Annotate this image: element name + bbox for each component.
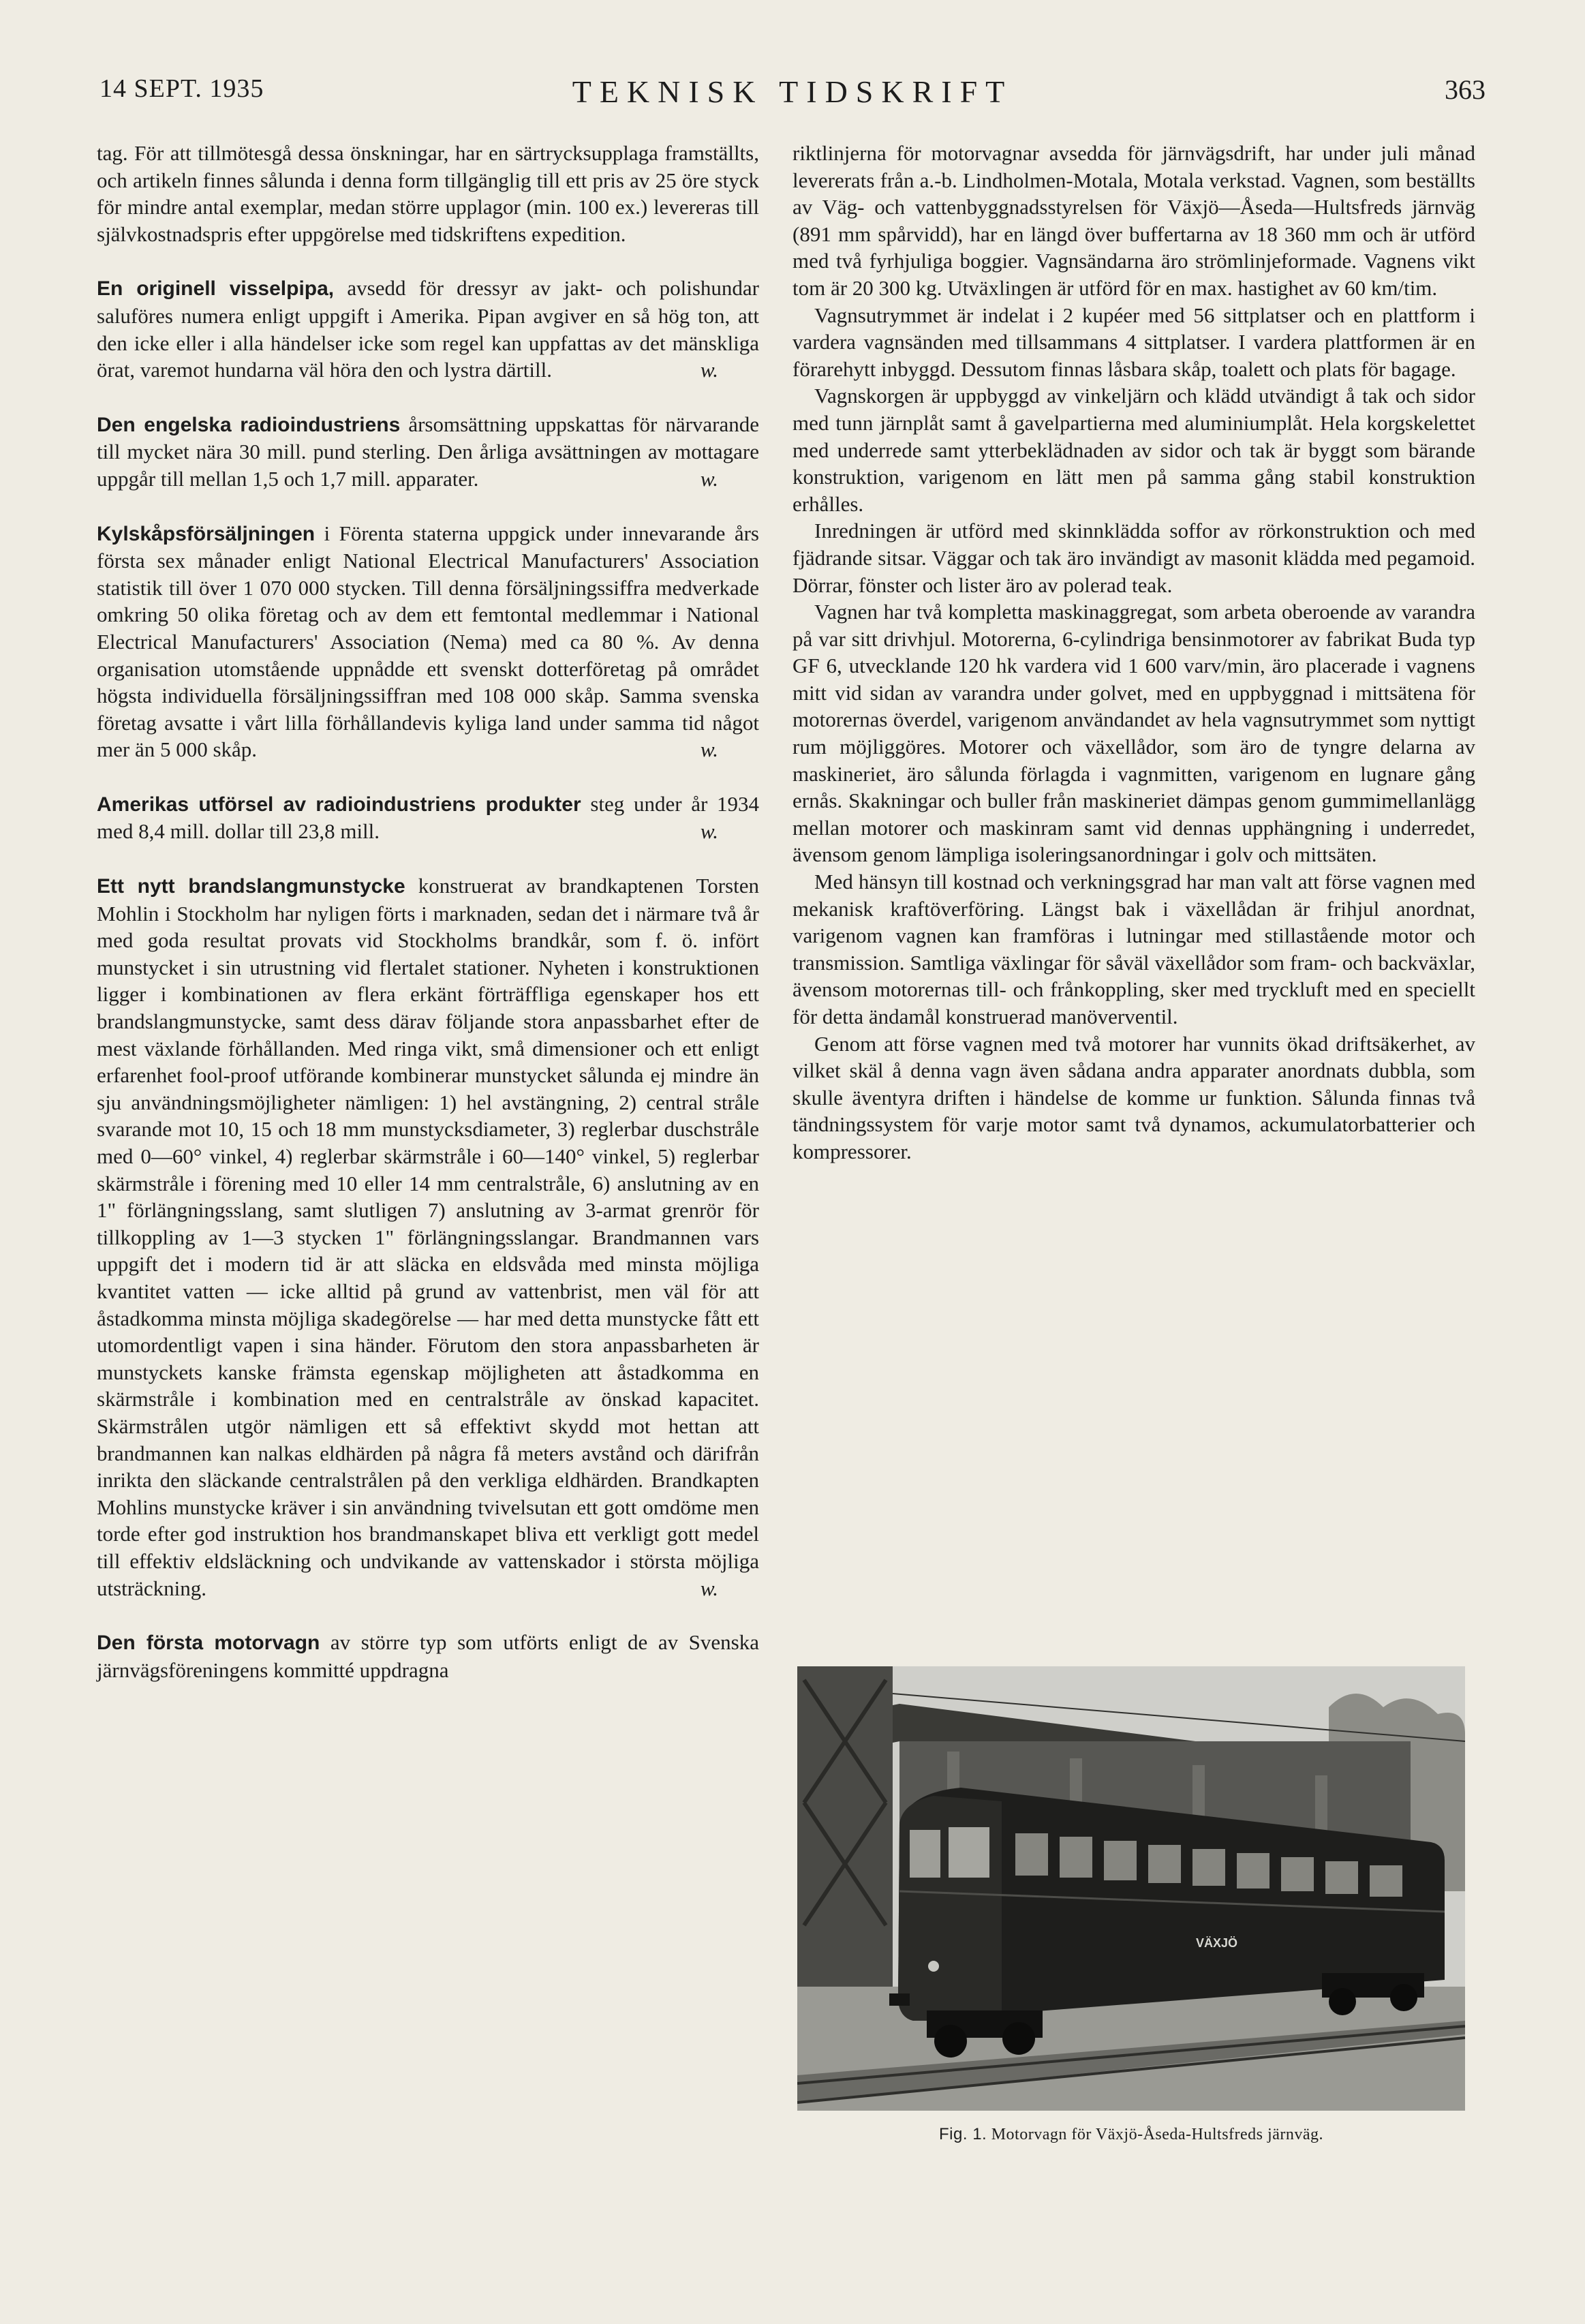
news-item-lead: Kylskåpsförsäljningen xyxy=(97,522,316,545)
article-paragraph: riktlinjerna för motorvagnar avsedda för järnvägsdrift, har under juli månad levererats från a.-b. Lindholmen-Motala, Motala verkstad. Vagnen, som beställts av Väg- och vattenbyggnadsstyrelsen för Växjö—Åseda—Hultsfreds järnväg (891 mm spårvidd), har en längd över buffertarna av 18 360 mm och är utförd med två fyrhjuliga boggier. Vagnsändarna äro strömlinjeformade. Vagnens vikt tom är 20 300 kg. Utväxlingen är utförd för en max. hastighet av 60 km/tim. xyxy=(792,141,1475,300)
intro-paragraph: tag. För att tillmötesgå dessa önskningar, har en särtrycksupplaga framställts, och artikeln finnes sålunda i denna form tillgänglig till ett pris av 25 öre styck för mindre antal exemplar, medan större upplagor (min. 100 ex.) levereras till självkostnadspris efter uppgörelse med tidskriftens expedition. xyxy=(97,141,759,246)
left-column xyxy=(97,140,759,1683)
author-signature: w. xyxy=(700,1576,718,1600)
figure-label: Fig. 1. xyxy=(939,2125,987,2143)
author-signature: w. xyxy=(700,819,718,844)
figure-caption xyxy=(797,2125,1465,2144)
news-item-lead: Ett nytt brandslangmunstycke xyxy=(97,875,405,898)
article-paragraph: Inredningen är utförd med skinnklädda soffor av rörkonstruktion och med fjädrande sitsar. Väggar och tak äro invändigt av masonit klädda med pegamoid. Dörrar, fönster och lister äro av polerad teak. xyxy=(792,519,1475,597)
news-item-lead: Amerikas utförsel av radioindustriens produkter xyxy=(97,793,581,816)
author-signature: w. xyxy=(700,466,718,491)
author-signature: w. xyxy=(700,737,718,762)
issue-date: 14 SEPT. 1935 xyxy=(99,74,264,103)
news-item-lead: En originell visselpipa, xyxy=(97,277,335,301)
railcar-illustration xyxy=(797,1666,1465,2111)
news-item-brandslangmunstycke xyxy=(97,872,759,1602)
news-item-lead: Den engelska radioindustriens xyxy=(97,413,401,436)
news-item-body: i Förenta staterna uppgick under innevarande års första sex månader enligt National Electrical Manufacturers' Association statistik till över 1 070 000 stycken. Till denna försäljningssiffra medverkade omkring 50 olika företag och av dem ett femtontal medlemmar i National Electrical Manufacturers' Association (Nema) med ca 80 %. Av denna organisation utomstående uppnådde ett svenskt dotterföretag på området högsta individuella försäljningssiffran med 108 000 skåp. Samma svenska företag avsatte i vårt lilla förhållandevis kyliga land under samma tid något mer än 5 000 skåp. xyxy=(97,521,759,762)
journal-title: TEKNISK TIDSKRIFT xyxy=(572,74,1013,109)
running-header xyxy=(0,74,1585,128)
article-paragraph: Vagnsutrymmet är indelat i 2 kupéer med 56 sittplatser och en plattform i vardera vagnsänden med tillsammans 4 sittplatser. I vardera plattformen är en förarehytt inbyggd. Dessutom finnas låsbara skåp, toalett och plats för bagage. xyxy=(792,303,1475,381)
article-paragraph: Vagnen har två kompletta maskinaggregat, som arbeta oberoende av varandra på var sitt drivhjul. Motorerna, 6-cylindriga bensinmotorer av fabrikat Buda typ GF 6, utvecklande 120 hk vardera vid 1 600 varv/min, äro placerade i vagnens mitt vid sidan av varandra under golvet, med en uppbyggnad i mittsätena för motorernas överdel, varigenom användandet av hela vagnsutrymmet som nyttigt rum möjliggöres. Motorer och växellådor, som äro de tyngre delarna av maskineriet, äro sålunda förlagda i vagnmitten, varigenom en lugnare gång ernås. Skakningar och buller från maskineriet dämpas genom gummimellanlägg mellan motorer och maskinram samt vid dennas upphängning i underredet, ävensom genom lämpliga isoleringsanordningar i golv och mittsäten. xyxy=(792,600,1475,867)
news-item-lead: Den första motorvagn xyxy=(97,1632,320,1655)
news-item-body: konstruerat av brandkaptenen Torsten Mohlin i Stockholm har nyligen förts i marknaden, sedan det i närmare två år med goda resultat provats vid Stockholms brandkår, som f. ö. infört munstycket i sin utrustning vid flertalet stationer. Nyheten i konstruktionen ligger i kombinationen av flera erkänt förträffliga egenskaper hos ett brandslangmunstycke, samt dess därav följande stora anpassbarhet efter de mest växlande förhållanden. Med ringa vikt, små dimensioner och ett enligt erfarenhet fool-proof utförande kombinerar munstycket sålunda ej mindre än sju användningsmöjligheter nämligen: 1) hel avstängning, 2) central stråle svarande mot 10, 15 och 18 mm munstycksdiameter, 3) reglerbar duschstråle med 0—60° vinkel, 4) reglerbar skärmstråle i 60—140° vinkel, 5) reglerbar skärmstråle i förening med 10 eller 14 mm centralstråle, 6) anslutning av en 1" förlängningsslang, samt slutligen 7) anslutning av 3-armat grenrör för tillkoppling av 1—3 stycken 1" förlängningsslangar. Brandmannen vars uppgift det i modern tid är att släcka en eldsvåda med minsta möjliga kvantitet vatten — icke alltid på grund av vattenbrist, men väl för att åstadkomma minsta möjliga skadegörelse — har med detta munstycke fått ett utomordentligt vapen i sina händer. Förutom den stora anpassbarheten är munstyckets kanske främsta egenskap möjligheten att åstadkomma en skärmstråle i kombination med en centralstråle av önskad kapacitet. Skärmstrålen utgör nämligen ett så effektivt skydd mot hettan att brandmannen kan nalkas eldhärden på några få meters avstånd och därifrån inrikta den släckande centralstrålen på den verkliga eldhärden. Brandkapten Mohlins munstycke kräver i sin användning tvivelsutan ett gott omdöme men torde efter god instruktion hos brandmanskapet bliva ett verkligt gott medel till effektiv eldsläckning och undvikande av vattenskador i största möjliga utsträckning. xyxy=(97,874,759,1600)
article-paragraph: Med hänsyn till kostnad och verkningsgrad har man valt att förse vagnen med mekanisk kraftöverföring. Längst bak i växellådan är frihjul anordnat, varigenom vagnen kan framföras i lutningar med stillastående motor och transmission. Samtliga växlingar för såväl växellådor som fram- och backväxlar, ävensom motorernas till- och frånkoppling, sker med tryckluft med en speciellt för detta ändamål konstruerad manöverventil. xyxy=(792,870,1475,1028)
news-item-body: steg under år 1934 med 8,4 mill. dollar till 23,8 mill. xyxy=(97,791,759,844)
news-item-body: årsomsättning uppskattas för närvarande till mycket nära 30 mill. pund sterling. Den årliga avsättningen av mottagare uppgår till mellan 1,5 och 1,7 mill. apparater. xyxy=(97,412,760,491)
article-paragraph: Genom att förse vagnen med två motorer har vunnits ökad driftsäkerhet, av vilket skäl å denna vagn även sådana andra apparater anordnats dubbla, som skulle äventyra driften i händelse de komme ur funktion. Sålunda finnas två tändningssystem för varje motor samt två dynamos, ackumulatorbatterier och kompressorer. xyxy=(792,1031,1475,1163)
news-item-kylskap xyxy=(97,520,759,763)
news-item-visselpipa xyxy=(97,275,759,383)
railcar-photo xyxy=(797,1666,1465,2111)
news-item-body: avsedd för dressyr av jakt- och polishundar saluföres numera enligt uppgift i Amerika. Pipan avgiver en så hög ton, att den icke eller i alla händelser icke som regel kan uppfattas av det mänskliga örat, varemot hundarna väl höra den och lystra därtill. xyxy=(97,276,759,382)
news-item-radioindustri xyxy=(97,411,759,493)
news-item-body: av större typ som utförts enligt de av Svenska järnvägsföreningens kommitté uppdragna xyxy=(97,1630,759,1682)
railcar-lettering: VÄXJÖ xyxy=(1196,1936,1238,1950)
figure-caption-text: Motorvagn för Växjö-Åseda-Hultsfreds järnväg. xyxy=(987,2126,1323,2143)
author-signature: w. xyxy=(700,358,718,382)
article-paragraph: Vagnskorgen är uppbyggd av vinkeljärn och klädd utvändigt å tak och sidor med tunn järnplåt samt å gavelpartierna med aluminiumplåt. Hela korgskelettet med underrede samt ytterbeklädnaden av sidor och tak är byggt som bärande konstruktion, varigenom en lätt men på samma gång stabil konstruktion erhålles. xyxy=(792,384,1475,516)
news-item-utforsel xyxy=(97,791,759,845)
right-column xyxy=(792,140,1475,1165)
page-number: 363 xyxy=(1445,74,1486,105)
news-item-motorvagn xyxy=(97,1629,759,1683)
